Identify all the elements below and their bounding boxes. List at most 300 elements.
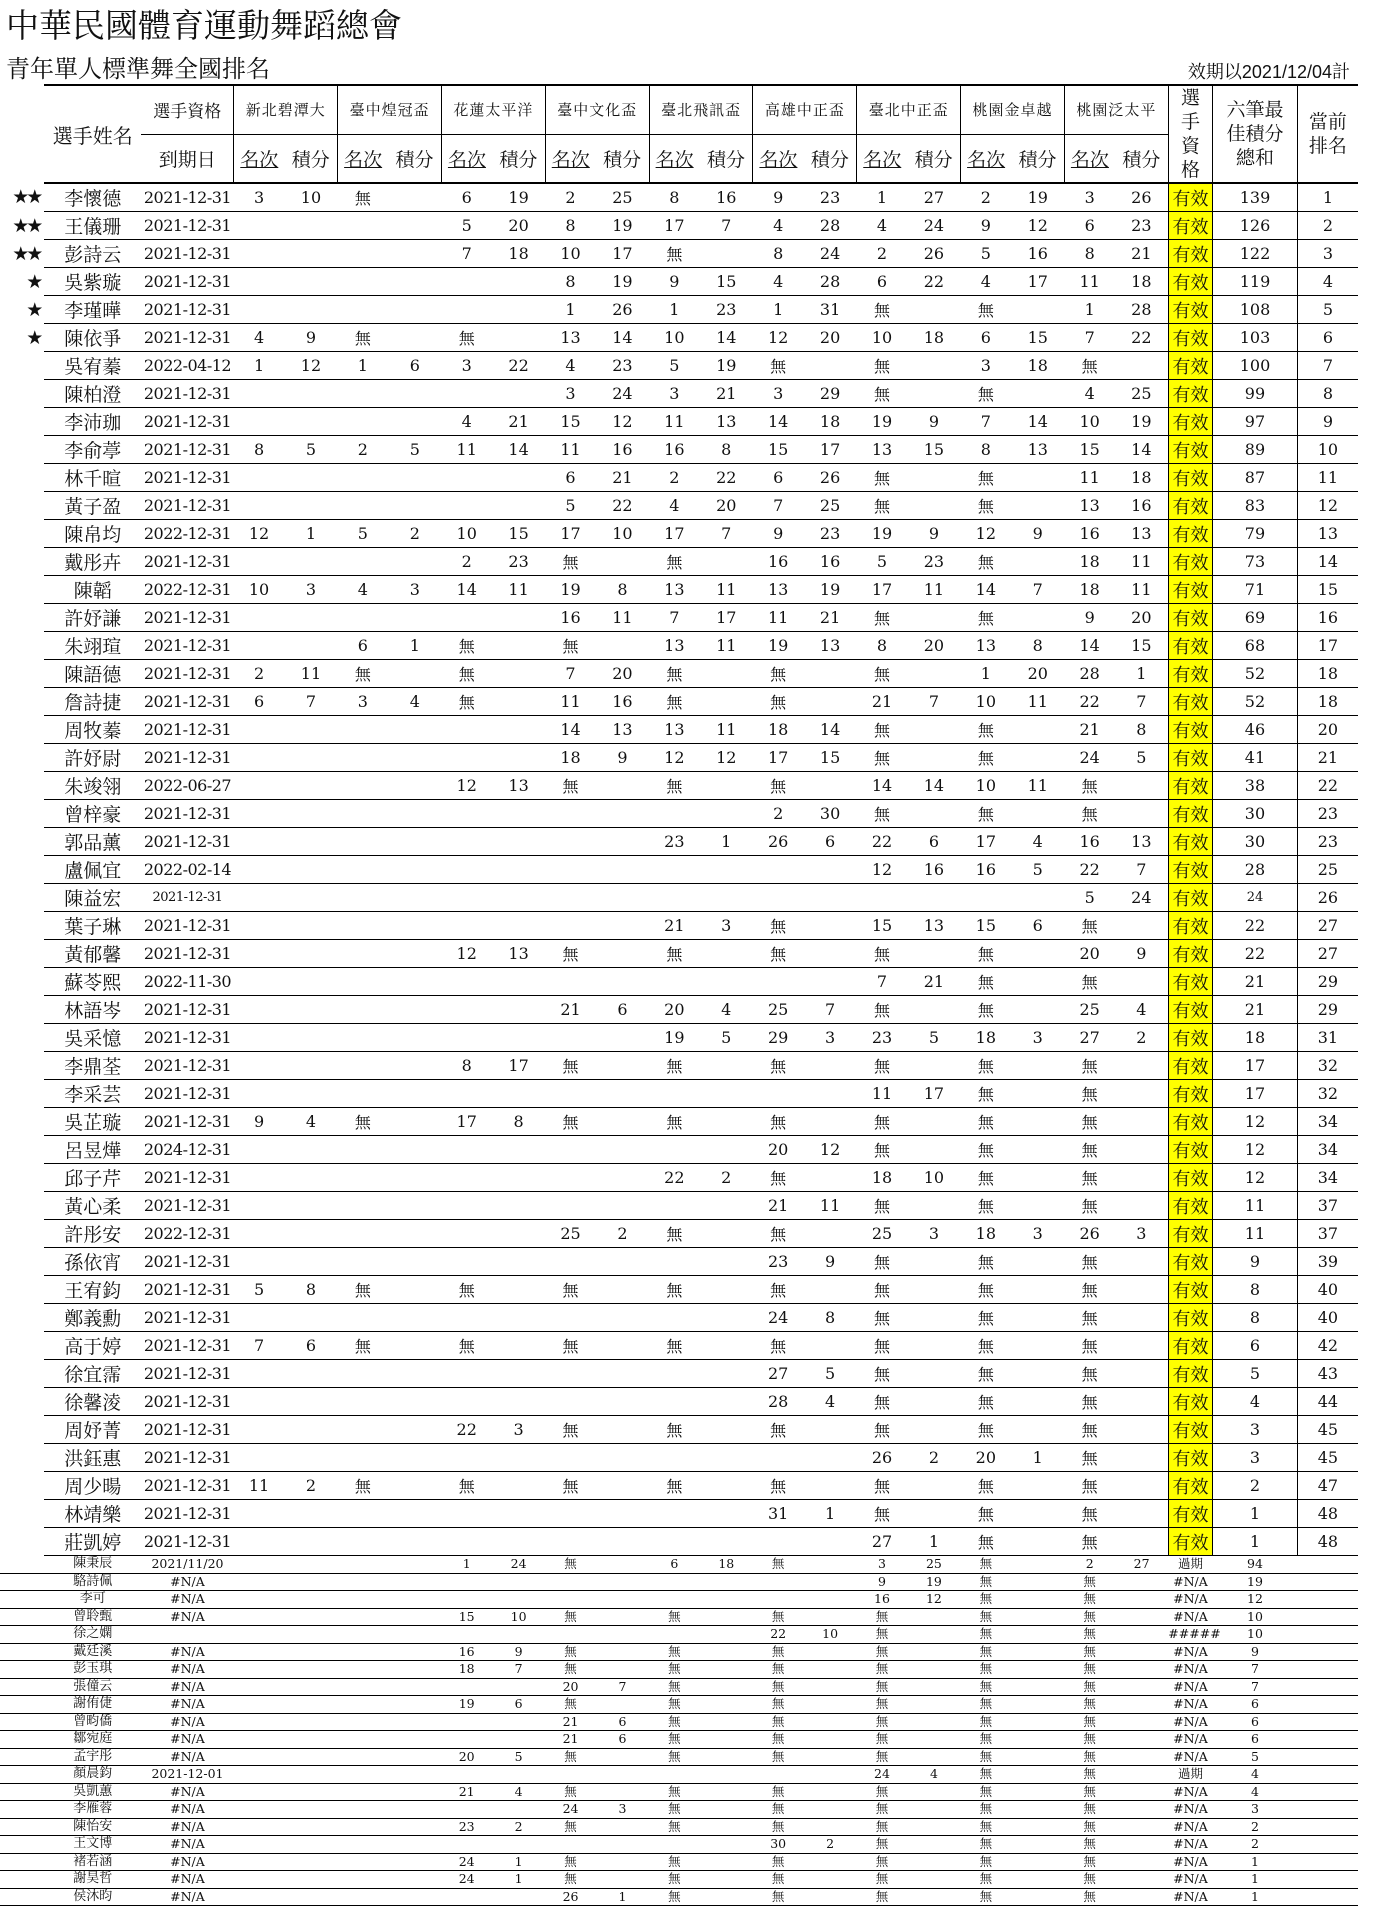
player-name: 林千暄 <box>44 464 141 492</box>
player-name: 顏晨鈞 <box>44 1766 141 1784</box>
expiry-date: #N/A <box>141 1836 234 1854</box>
table-row <box>0 1164 1358 1192</box>
place-cell: 無 <box>545 1276 595 1304</box>
status-badge: 有效 <box>1168 1416 1212 1444</box>
place-cell <box>234 940 284 968</box>
points-cell <box>1011 1661 1064 1679</box>
table-row <box>0 1248 1358 1276</box>
status-badge: 有效 <box>1168 1444 1212 1472</box>
points-cell: 28 <box>803 268 856 296</box>
place-cell: 無 <box>649 1731 699 1749</box>
expiry-date: 2021-12-31 <box>141 212 234 240</box>
points-cell <box>596 632 649 660</box>
points-cell: 8 <box>700 436 753 464</box>
points-cell <box>1011 1573 1064 1591</box>
points-cell <box>907 1713 960 1731</box>
current-rank <box>1297 1643 1358 1661</box>
points-cell <box>1115 1888 1168 1906</box>
total-points: 119 <box>1213 268 1298 296</box>
points-cell: 11 <box>700 576 753 604</box>
points-cell <box>492 744 545 772</box>
expiry-date: #N/A <box>141 1818 234 1836</box>
points-cell <box>284 1818 337 1836</box>
place-cell <box>545 1248 595 1276</box>
table-row <box>0 1332 1358 1360</box>
points-cell <box>492 1360 545 1388</box>
status-badge: 有效 <box>1168 352 1212 380</box>
place-cell: 10 <box>857 324 907 352</box>
player-name: 盧佩宜 <box>44 856 141 884</box>
place-cell: 22 <box>753 1626 803 1644</box>
place-cell: 11 <box>545 436 595 464</box>
place-cell: 17 <box>442 1108 492 1136</box>
points-cell <box>700 1472 753 1500</box>
points-cell <box>1115 1276 1168 1304</box>
points-cell <box>1011 548 1064 576</box>
total-points: 97 <box>1213 408 1298 436</box>
place-cell: 無 <box>857 1871 907 1889</box>
current-rank: 7 <box>1297 352 1358 380</box>
place-cell <box>649 1836 699 1854</box>
current-rank <box>1297 1661 1358 1679</box>
place-cell <box>545 1136 595 1164</box>
place-cell: 無 <box>1064 1500 1114 1528</box>
place-cell: 21 <box>1064 716 1114 744</box>
points-cell <box>803 1444 856 1472</box>
points-cell <box>907 940 960 968</box>
place-cell: 無 <box>1064 1626 1114 1644</box>
points-cell: 13 <box>1115 520 1168 548</box>
points-cell <box>803 1573 856 1591</box>
place-cell: 6 <box>1064 212 1114 240</box>
points-cell <box>388 1696 441 1714</box>
star-rating <box>0 1783 44 1801</box>
points-cell <box>803 1766 856 1784</box>
place-cell <box>442 1801 492 1819</box>
place-cell: 5 <box>442 212 492 240</box>
points-cell <box>284 800 337 828</box>
points-cell <box>284 1556 337 1574</box>
place-cell: 無 <box>1064 1472 1114 1500</box>
table-row <box>0 884 1358 912</box>
points-cell <box>284 772 337 800</box>
points-cell <box>284 1678 337 1696</box>
place-cell: 27 <box>1064 1024 1114 1052</box>
place-cell: 無 <box>857 1500 907 1528</box>
points-cell <box>388 324 441 352</box>
place-cell <box>338 1696 388 1714</box>
table-row <box>0 772 1358 800</box>
table-row <box>0 1416 1358 1444</box>
total-points: 108 <box>1213 296 1298 324</box>
place-cell: 9 <box>234 1108 284 1136</box>
table-row <box>0 1678 1358 1696</box>
points-cell: 4 <box>1115 996 1168 1024</box>
header-row-1 <box>0 85 1358 134</box>
status-cell: #N/A <box>1168 1748 1212 1766</box>
points-cell <box>388 408 441 436</box>
total-points: 79 <box>1213 520 1298 548</box>
points-cell <box>700 884 753 912</box>
place-cell: 25 <box>753 996 803 1024</box>
star-rating <box>0 1164 44 1192</box>
total-points: 69 <box>1213 604 1298 632</box>
place-cell: 無 <box>961 1248 1011 1276</box>
points-cell: 5 <box>284 436 337 464</box>
place-cell: 無 <box>649 660 699 688</box>
points-cell <box>284 1573 337 1591</box>
total-points: 19 <box>1213 1573 1298 1591</box>
expiry-date: 2021-12-31 <box>141 800 234 828</box>
current-rank: 6 <box>1297 324 1358 352</box>
expiry-date: #N/A <box>141 1591 234 1609</box>
place-cell: 無 <box>961 716 1011 744</box>
place-cell <box>338 1836 388 1854</box>
status-badge: 有效 <box>1168 380 1212 408</box>
place-cell <box>545 1500 595 1528</box>
current-rank: 42 <box>1297 1332 1358 1360</box>
place-cell <box>753 856 803 884</box>
total-points: 18 <box>1213 1024 1298 1052</box>
points-cell <box>1011 1836 1064 1854</box>
points-cell: 8 <box>1115 716 1168 744</box>
place-cell <box>234 772 284 800</box>
total-points: 24 <box>1213 884 1298 912</box>
table-row <box>0 408 1358 436</box>
points-cell <box>907 1748 960 1766</box>
total-points: 4 <box>1213 1766 1298 1784</box>
place-cell <box>234 744 284 772</box>
place-cell: 16 <box>1064 828 1114 856</box>
place-cell: 無 <box>857 1626 907 1644</box>
place-cell: 無 <box>1064 1108 1114 1136</box>
current-rank: 37 <box>1297 1192 1358 1220</box>
points-cell <box>388 968 441 996</box>
place-cell: 無 <box>1064 352 1114 380</box>
points-cell <box>388 1888 441 1906</box>
status-badge: 有效 <box>1168 772 1212 800</box>
player-name: 吳凱蕙 <box>44 1783 141 1801</box>
status-badge: 有效 <box>1168 1220 1212 1248</box>
points-cell <box>284 1024 337 1052</box>
current-rank <box>1297 1818 1358 1836</box>
points-cell <box>492 1444 545 1472</box>
points-cell: 12 <box>803 1136 856 1164</box>
current-rank <box>1297 1783 1358 1801</box>
points-cell: 6 <box>1011 912 1064 940</box>
place-cell: 11 <box>649 408 699 436</box>
star-rating <box>0 744 44 772</box>
place-cell: 無 <box>961 940 1011 968</box>
points-cell <box>1011 1888 1064 1906</box>
place-cell <box>234 968 284 996</box>
star-rating <box>0 604 44 632</box>
points-cell <box>596 912 649 940</box>
points-cell <box>388 1871 441 1889</box>
points-cell <box>388 296 441 324</box>
total-points: 46 <box>1213 716 1298 744</box>
points-cell: 9 <box>1115 940 1168 968</box>
expiry-date: #N/A <box>141 1871 234 1889</box>
place-cell: 無 <box>649 1608 699 1626</box>
place-cell: 無 <box>649 1713 699 1731</box>
place-cell: 2 <box>649 464 699 492</box>
table-row <box>0 632 1358 660</box>
points-cell <box>907 1678 960 1696</box>
expiry-date: 2021-12-31 <box>141 1444 234 1472</box>
points-cell: 15 <box>1011 324 1064 352</box>
points-cell <box>803 1556 856 1574</box>
place-cell: 9 <box>961 212 1011 240</box>
points-cell <box>700 1052 753 1080</box>
place-subheader: 名次 <box>338 134 388 183</box>
place-cell: 22 <box>1064 688 1114 716</box>
place-cell <box>338 996 388 1024</box>
current-rank <box>1297 1556 1358 1574</box>
place-cell: 無 <box>857 1332 907 1360</box>
place-cell: 4 <box>753 212 803 240</box>
place-cell: 無 <box>442 688 492 716</box>
points-cell <box>284 1748 337 1766</box>
place-cell: 8 <box>753 240 803 268</box>
expiry-date: 2021-12-31 <box>141 1388 234 1416</box>
table-row <box>0 1304 1358 1332</box>
place-cell: 無 <box>753 1332 803 1360</box>
points-cell: 26 <box>907 240 960 268</box>
expiry-date: 2021-12-31 <box>141 1108 234 1136</box>
status-badge: 有效 <box>1168 660 1212 688</box>
points-cell <box>803 1332 856 1360</box>
place-cell: 8 <box>442 1052 492 1080</box>
place-cell <box>338 772 388 800</box>
points-cell: 9 <box>1011 520 1064 548</box>
place-cell: 20 <box>753 1136 803 1164</box>
place-cell: 17 <box>961 828 1011 856</box>
place-cell: 無 <box>545 1696 595 1714</box>
place-cell <box>338 1192 388 1220</box>
place-cell <box>338 1360 388 1388</box>
status-badge: 有效 <box>1168 968 1212 996</box>
table-row <box>0 1766 1358 1784</box>
place-cell: 無 <box>857 1248 907 1276</box>
star-rating <box>0 1220 44 1248</box>
event-header: 臺北飛訊盃 <box>649 85 753 134</box>
player-name: 曾畇僑 <box>44 1713 141 1731</box>
points-cell: 4 <box>700 996 753 1024</box>
status-badge: 有效 <box>1168 800 1212 828</box>
place-cell <box>442 1678 492 1696</box>
star-rating: ★ <box>26 298 41 321</box>
points-cell <box>1115 1731 1168 1749</box>
table-row <box>0 1853 1358 1871</box>
total-points: 1 <box>1213 1871 1298 1889</box>
total-points: 21 <box>1213 968 1298 996</box>
place-cell <box>545 968 595 996</box>
star-rating <box>0 1591 44 1609</box>
total-points: 17 <box>1213 1052 1298 1080</box>
star-rating <box>0 1248 44 1276</box>
star-rating <box>0 1304 44 1332</box>
place-cell: 5 <box>857 548 907 576</box>
points-cell: 18 <box>1115 268 1168 296</box>
star-rating <box>0 1052 44 1080</box>
points-cell <box>1011 1818 1064 1836</box>
place-cell: 無 <box>1064 1332 1114 1360</box>
expiry-date: 2021-12-31 <box>141 1472 234 1500</box>
table-row <box>0 268 1358 296</box>
place-cell: 無 <box>961 1360 1011 1388</box>
place-cell <box>961 884 1011 912</box>
points-cell <box>907 1871 960 1889</box>
points-cell: 2 <box>700 1164 753 1192</box>
place-cell: 無 <box>1064 1748 1114 1766</box>
points-cell <box>803 1661 856 1679</box>
star-rating <box>0 1276 44 1304</box>
player-name: 鄒宛庭 <box>44 1731 141 1749</box>
points-cell <box>284 1713 337 1731</box>
total-points: 68 <box>1213 632 1298 660</box>
points-cell <box>803 1472 856 1500</box>
points-cell <box>388 856 441 884</box>
place-cell: 無 <box>753 912 803 940</box>
expiry-date: 2021-12-31 <box>141 1080 234 1108</box>
place-cell: 10 <box>442 520 492 548</box>
points-cell <box>492 604 545 632</box>
status-cell: #N/A <box>1168 1696 1212 1714</box>
place-cell: 無 <box>961 1818 1011 1836</box>
points-cell: 23 <box>492 548 545 576</box>
place-cell: 無 <box>961 1853 1011 1871</box>
star-rating <box>0 996 44 1024</box>
place-cell: 無 <box>338 660 388 688</box>
place-cell: 13 <box>649 576 699 604</box>
place-cell: 2 <box>961 183 1011 212</box>
points-cell <box>388 1108 441 1136</box>
total-points: 1 <box>1213 1888 1298 1906</box>
points-cell: 20 <box>700 492 753 520</box>
points-cell <box>596 1661 649 1679</box>
place-cell: 8 <box>857 632 907 660</box>
total-points: 10 <box>1213 1626 1298 1644</box>
place-cell <box>234 268 284 296</box>
place-cell: 26 <box>753 828 803 856</box>
points-cell <box>700 1136 753 1164</box>
points-cell <box>1115 1661 1168 1679</box>
points-cell: 4 <box>803 1388 856 1416</box>
points-cell: 22 <box>492 352 545 380</box>
points-cell: 16 <box>1115 492 1168 520</box>
place-cell <box>234 1731 284 1749</box>
place-cell: 7 <box>442 240 492 268</box>
place-cell <box>442 1766 492 1784</box>
player-name: 陳秉辰 <box>44 1556 141 1574</box>
points-cell: 11 <box>596 604 649 632</box>
table-row <box>0 183 1358 212</box>
place-cell: 無 <box>961 1608 1011 1626</box>
place-cell: 無 <box>857 800 907 828</box>
points-cell <box>1011 884 1064 912</box>
expiry-date: 2022-12-31 <box>141 1220 234 1248</box>
points-cell <box>1011 1608 1064 1626</box>
player-name: 吳采憶 <box>44 1024 141 1052</box>
table-row <box>0 1748 1358 1766</box>
points-cell <box>1011 1248 1064 1276</box>
star-rating <box>0 1643 44 1661</box>
place-cell: 無 <box>1064 1276 1114 1304</box>
points-cell <box>388 1388 441 1416</box>
place-cell <box>649 1766 699 1784</box>
star-rating <box>0 1444 44 1472</box>
points-cell <box>284 1608 337 1626</box>
place-cell <box>234 1304 284 1332</box>
points-cell <box>284 240 337 268</box>
current-rank: 31 <box>1297 1024 1358 1052</box>
points-cell <box>1115 1164 1168 1192</box>
points-cell <box>1011 1556 1064 1574</box>
place-cell: 無 <box>961 1573 1011 1591</box>
place-cell: 無 <box>649 1678 699 1696</box>
place-cell: 18 <box>442 1661 492 1679</box>
status-cell: #N/A <box>1168 1818 1212 1836</box>
points-subheader: 積分 <box>492 134 545 183</box>
points-cell <box>700 660 753 688</box>
table-row <box>0 1136 1358 1164</box>
table-row <box>0 1783 1358 1801</box>
star-rating <box>0 1416 44 1444</box>
place-cell: 無 <box>857 660 907 688</box>
player-name: 呂昱燁 <box>44 1136 141 1164</box>
place-cell: 無 <box>753 688 803 716</box>
points-cell: 11 <box>284 660 337 688</box>
points-cell <box>284 1304 337 1332</box>
points-cell <box>700 1748 753 1766</box>
points-cell <box>1011 1388 1064 1416</box>
table-row <box>0 604 1358 632</box>
points-cell: 21 <box>596 464 649 492</box>
table-row <box>0 940 1358 968</box>
place-cell: 3 <box>753 380 803 408</box>
points-cell <box>1115 1052 1168 1080</box>
points-cell <box>803 1818 856 1836</box>
place-cell: 無 <box>649 1888 699 1906</box>
place-cell: 無 <box>545 1556 595 1574</box>
star-rating <box>0 772 44 800</box>
player-name: 林語岑 <box>44 996 141 1024</box>
place-cell <box>234 1136 284 1164</box>
points-cell: 13 <box>492 772 545 800</box>
place-cell <box>234 828 284 856</box>
player-name: 李俞葶 <box>44 436 141 464</box>
points-cell <box>1115 1080 1168 1108</box>
expiry-date: 2021-12-31 <box>141 183 234 212</box>
place-cell: 無 <box>961 996 1011 1024</box>
points-cell <box>1115 1304 1168 1332</box>
points-cell <box>1115 1678 1168 1696</box>
place-cell <box>442 744 492 772</box>
points-cell <box>803 856 856 884</box>
points-cell <box>1011 1696 1064 1714</box>
points-cell: 27 <box>1115 1556 1168 1574</box>
points-cell: 20 <box>1115 604 1168 632</box>
player-name: 許妤尉 <box>44 744 141 772</box>
place-cell <box>649 1080 699 1108</box>
place-cell: 13 <box>753 576 803 604</box>
expiry-date: 2024-12-31 <box>141 1136 234 1164</box>
points-cell <box>596 1626 649 1644</box>
place-cell <box>442 828 492 856</box>
place-cell: 無 <box>1064 1360 1114 1388</box>
points-cell: 6 <box>596 996 649 1024</box>
